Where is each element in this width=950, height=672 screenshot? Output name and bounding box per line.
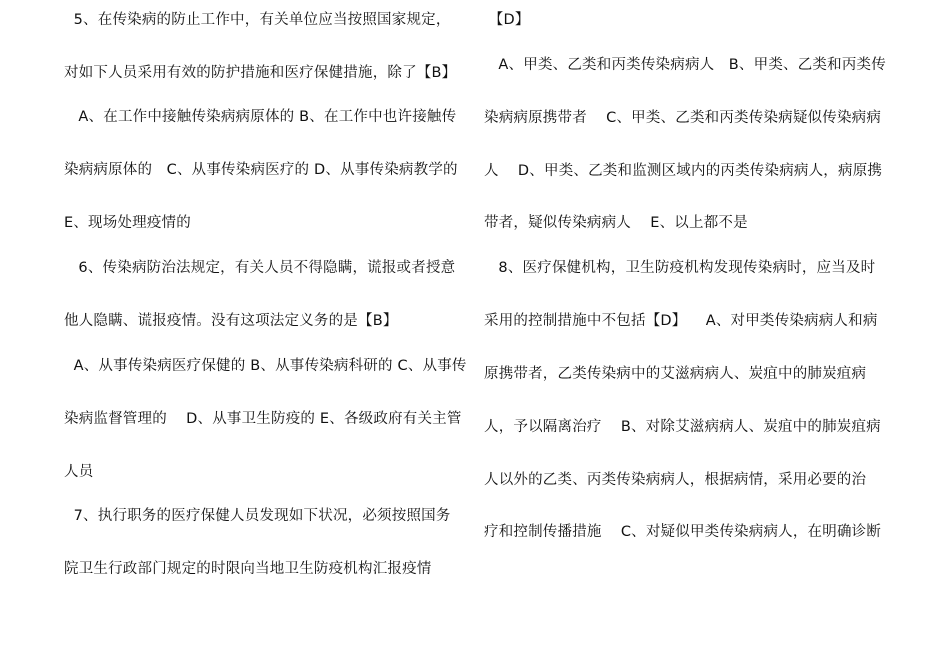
text-line: 染病病原体的 C、从事传染病医疗的 D、从事传染病教学的 [64, 162, 458, 178]
text-line: 染病病原携带者 C、甲类、乙类和丙类传染病疑似传染病病 [484, 110, 882, 126]
text-line: 人员 [64, 464, 94, 480]
text-line: 8、医疗保健机构，卫生防疫机构发现传染病时，应当及时 [484, 260, 876, 276]
text-line: A、在工作中接触传染病病原体的 B、在工作中也许接触传 [64, 109, 457, 125]
text-line: 5、在传染病的防止工作中，有关单位应当按照国家规定， [64, 12, 451, 28]
text-line: 7、执行职务的医疗保健人员发现如下状况，必须按照国务 [64, 508, 451, 524]
text-line: 6、传染病防治法规定，有关人员不得隐瞒，谎报或者授意 [64, 260, 456, 276]
text-line: 院卫生行政部门规定的时限向当地卫生防疫机构汇报疫情 [64, 561, 432, 577]
text-line: 人 D、甲类、乙类和监测区域内的丙类传染病病人，病原携 [484, 163, 883, 179]
text-line: A、从事传染病医疗保健的 B、从事传染病科研的 C、从事传 [64, 358, 467, 374]
text-line: 原携带者，乙类传染病中的艾滋病病人、炭疽中的肺炭疽病 [484, 366, 867, 382]
text-line: 【D】 [484, 12, 530, 28]
text-line: 疗和控制传播措施 C、对疑似甲类传染病病人，在明确诊断 [484, 524, 882, 540]
text-line: A、甲类、乙类和丙类传染病病人 B、甲类、乙类和丙类传 [484, 57, 886, 73]
text-line: 人，予以隔离治疗 B、对除艾滋病病人、炭疽中的肺炭疽病 [484, 419, 881, 435]
text-line: E、现场处理疫情的 [64, 215, 191, 231]
text-line: 人以外的乙类、丙类传染病病人，根据病情，采用必要的治 [484, 472, 867, 488]
text-line: 染病监督管理的 D、从事卫生防疫的 E、各级政府有关主管 [64, 411, 462, 427]
text-line: 带者，疑似传染病病人 E、以上都不是 [484, 215, 748, 231]
text-line: 采用的控制措施中不包括【D】 A、对甲类传染病病人和病 [484, 313, 878, 329]
text-line: 对如下人员采用有效的防护措施和医疗保健措施，除了【B】 [64, 65, 457, 81]
text-line: 他人隐瞒、谎报疫情。没有这项法定义务的是【B】 [64, 313, 398, 329]
